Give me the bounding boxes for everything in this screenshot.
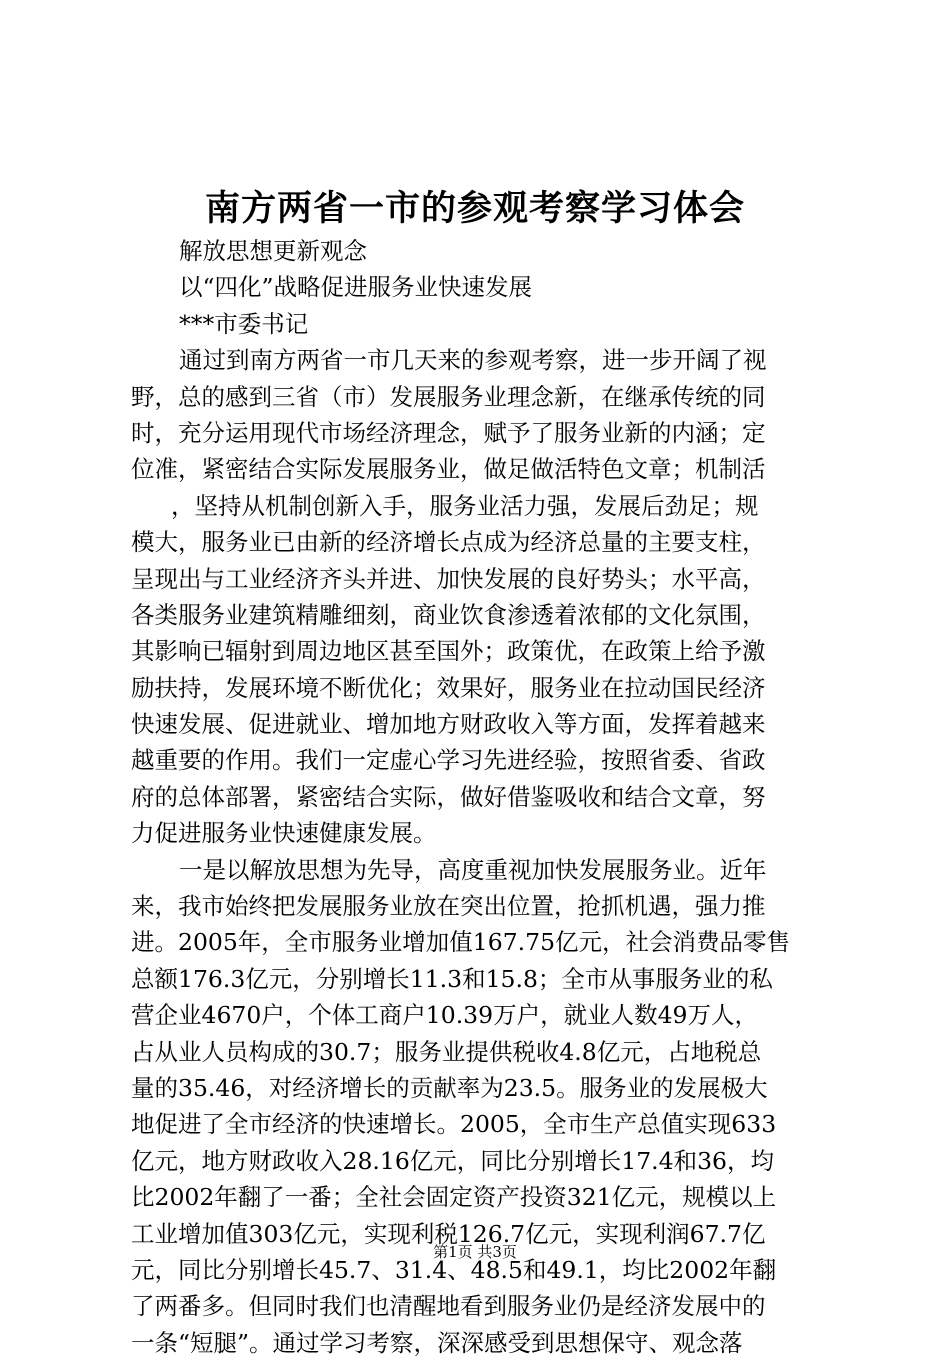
page-footer: 第1页 共3页 [433,1243,517,1261]
text-line: 各类服务业建筑精雕细刻，商业饮食渗透着浓郁的文化氛围， [131,600,766,629]
text-line: 励扶持，发展环境不断优化；效果好，服务业在拉动国民经济 [131,673,766,702]
text-line: ，坚持从机制创新入手，服务业活力强，发展后劲足；规 [171,491,759,520]
text-line: 元，同比分别增长45.7、31.4、48.5和49.1，均比2002年翻 [131,1255,777,1284]
text-line: 占从业人员构成的30.7；服务业提供税收4.8亿元，占地税总 [131,1037,762,1066]
text-line: 来，我市始终把发展服务业放在突出位置，抢抓机遇，强力推 [131,892,766,921]
text-line: 呈现出与工业经济齐头并进、加快发展的良好势头；水平高， [131,564,766,593]
document-body [131,233,831,1361]
text-line: 解放思想更新观念 [179,237,367,265]
text-line: 工业增加值303亿元，实现利税126.7亿元，实现利润67.7亿 [131,1219,766,1248]
text-line: 营企业4670户，个体工商户10.39万户，就业人数49万人， [131,1001,758,1030]
text-line: 进。2005年，全市服务业增加值167.75亿元，社会消费品零售 [131,928,791,957]
text-line: 比2002年翻了一番；全社会固定资产投资321亿元，规模以上 [131,1183,777,1212]
text-line: 野，总的感到三省（市）发展服务业理念新，在继承传统的同 [131,382,766,411]
text-line: 越重要的作用。我们一定虚心学习先进经验，按照省委、省政 [131,746,766,775]
text-line: 亿元，地方财政收入28.16亿元，同比分别增长17.4和36，均 [131,1146,775,1175]
text-line: 力促进服务业快速健康发展。 [131,819,437,848]
text-line: 以“四化”战略促进服务业快速发展 [179,273,533,302]
document-title: 南方两省一市的参观考察学习体会 [204,189,745,229]
text-line: 总额176.3亿元，分别增长11.3和15.8；全市从事服务业的私 [131,964,773,993]
text-line: 位准，紧密结合实际发展服务业，做足做活特色文章；机制活 [131,455,766,484]
text-line: ***市委书记 [179,309,309,338]
text-line: 地促进了全市经济的快速增长。2005，全市生产总值实现633 [131,1110,777,1139]
text-line: 快速发展、促进就业、增加地方财政收入等方面，发挥着越来 [131,710,766,739]
text-line: 通过到南方两省一市几天来的参观考察，进一步开阔了视 [179,346,767,375]
text-line: 时，充分运用现代市场经济理念，赋予了服务业新的内涵；定 [131,418,766,447]
text-line: 一是以解放思想为先导，高度重视加快发展服务业。近年 [179,855,767,884]
text-line: 模大，服务业已由新的经济增长点成为经济总量的主要支柱， [131,528,766,557]
text-line: 府的总体部署，紧密结合实际，做好借鉴吸收和结合文章，努 [131,782,766,811]
text-line: 其影响已辐射到周边地区甚至国外；政策优，在政策上给予激 [131,637,766,666]
text-line: 了两番多。但同时我们也清醒地看到服务业仍是经济发展中的 [131,1292,766,1321]
text-line: 一条“短腿”。通过学习考察，深深感受到思想保守、观念落 [131,1328,743,1357]
text-line: 量的35.46，对经济增长的贡献率为23.5。服务业的发展极大 [131,1073,768,1102]
